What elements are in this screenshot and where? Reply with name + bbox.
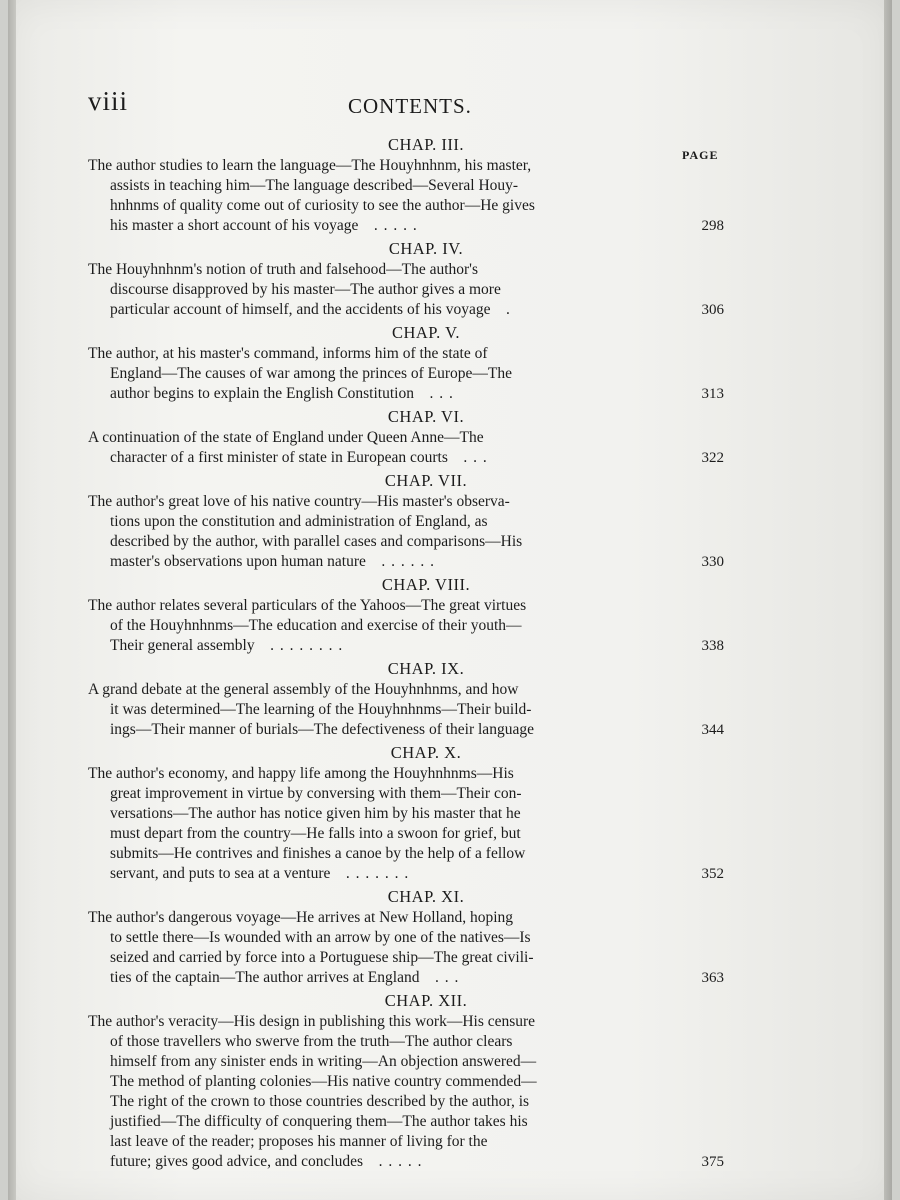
summary-line (88, 1012, 724, 1032)
summary-line (88, 216, 724, 236)
page-number: 322 (701, 450, 724, 466)
contents-entry (88, 886, 724, 990)
contents-list (88, 134, 724, 1174)
summary-line (88, 764, 724, 784)
page-number: 352 (701, 866, 724, 882)
summary-text: master's observations upon human nature (110, 553, 366, 570)
summary-text: great improvement in virtue by conversing with them—Their con- (110, 785, 522, 802)
chapter-heading: CHAP. V. (391, 323, 461, 342)
summary-text: submits—He contrives and finishes a canoe by the help of a fellow (110, 845, 526, 862)
summary-line (88, 636, 724, 656)
summary-line (88, 428, 724, 448)
summary-text: ties of the captain—The author arrives at England (110, 969, 420, 986)
summary-text: The author's great love of his native country—His master's observa- (88, 493, 510, 510)
entry-spacer (88, 1172, 724, 1174)
summary-line (88, 968, 724, 988)
leader-dots: . . . . . . . (345, 865, 410, 882)
summary-text: it was determined—The learning of the Houyhnhnms—Their build- (110, 701, 532, 718)
summary-text: author begins to explain the English Constitution (110, 385, 414, 402)
leader-dots: . . . . . . (381, 553, 436, 570)
summary-line (88, 1092, 724, 1112)
summary-line (88, 512, 724, 532)
page-edge (884, 0, 892, 1200)
leader-dots: . . . . . . . . (270, 637, 344, 654)
summary-text: of the Houyhnhnms—The education and exercise of their youth— (110, 617, 522, 634)
summary-text: assists in teaching him—The language described—Several Houy- (110, 177, 519, 194)
summary-line (88, 616, 724, 636)
summary-text: The Houyhnhnm's notion of truth and falsehood—The author's (88, 261, 479, 278)
summary-text: particular account of himself, and the accidents of his voyage (110, 301, 491, 318)
summary-text: The author's dangerous voyage—He arrives at New Holland, hoping (88, 909, 514, 926)
summary-line (88, 720, 724, 740)
summary-text: character of a first minister of state in European courts (110, 449, 448, 466)
contents-entry (88, 990, 724, 1174)
summary-line (88, 176, 724, 196)
page-number: 306 (701, 302, 724, 318)
summary-text: tions upon the constitution and administration of England, as (110, 513, 488, 530)
page-number-folio: viii (88, 86, 129, 116)
summary-text: The author relates several particulars of the Yahoos—The great virtues (88, 597, 527, 614)
summary-line (88, 384, 724, 404)
summary-line (88, 784, 724, 804)
summary-text: his master a short account of his voyage (110, 217, 359, 234)
summary-text: A grand debate at the general assembly of the Houyhnhnms, and how (88, 681, 519, 698)
summary-text: Their general assembly (110, 637, 255, 654)
page-number: 313 (701, 386, 724, 402)
page-number: 375 (701, 1154, 724, 1170)
summary-line (88, 804, 724, 824)
page-gutter (8, 0, 16, 1200)
summary-line (88, 700, 724, 720)
leader-dots: . . . (429, 385, 454, 402)
contents-entry (88, 134, 724, 238)
summary-text: discourse disapproved by his master—The author gives a more (110, 281, 501, 298)
page-number: 344 (701, 722, 724, 738)
summary-text: The author studies to learn the language—The Houyhnhnm, his master, (88, 157, 532, 174)
summary-line (88, 260, 724, 280)
summary-text: England—The causes of war among the princes of Europe—The (110, 365, 513, 382)
summary-line (88, 596, 724, 616)
summary-line (88, 1032, 724, 1052)
summary-text: The right of the crown to those countries described by the author, is (110, 1093, 530, 1110)
summary-line (88, 1052, 724, 1072)
summary-text: justified—The difficulty of conquering them—The author takes his (110, 1113, 528, 1130)
contents-entry (88, 742, 724, 886)
summary-line (88, 300, 724, 320)
summary-line (88, 364, 724, 384)
summary-text: seized and carried by force into a Portuguese ship—The great civili- (110, 949, 534, 966)
page-number: 338 (701, 638, 724, 654)
summary-line (88, 948, 724, 968)
page-number: 363 (701, 970, 724, 986)
summary-line (88, 1072, 724, 1092)
leader-dots: . . . . . (373, 217, 418, 234)
leader-dots: . . . (463, 449, 488, 466)
summary-text: himself from any sinister ends in writing—An objection answered— (110, 1053, 537, 1070)
summary-text: The method of planting colonies—His native country commended— (110, 1073, 537, 1090)
chapter-heading: CHAP. IV. (388, 239, 464, 258)
summary-text: described by the author, with parallel cases and comparisons—His (110, 533, 523, 550)
summary-line (88, 1132, 724, 1152)
summary-line (88, 824, 724, 844)
chapter-heading: CHAP. XII. (384, 991, 468, 1010)
leader-dots: . (505, 301, 511, 318)
summary-text: hnhnms of quality come out of curiosity to see the author—He gives (110, 197, 535, 214)
chapter-heading: CHAP. VII. (384, 471, 468, 490)
summary-text: The author's veracity—His design in publishing this work—His censure (88, 1013, 536, 1030)
page-number: 330 (701, 554, 724, 570)
chapter-heading: CHAP. XI. (387, 887, 465, 906)
contents-entry (88, 470, 724, 574)
contents-entry (88, 658, 724, 742)
summary-text: to settle there—Is wounded with an arrow by one of the natives—Is (110, 929, 531, 946)
summary-line (88, 1112, 724, 1132)
summary-line (88, 492, 724, 512)
summary-text: future; gives good advice, and concludes (110, 1153, 364, 1170)
page-number: 298 (701, 218, 724, 234)
summary-line (88, 532, 724, 552)
summary-line (88, 844, 724, 864)
contents-entry (88, 406, 724, 470)
summary-text: last leave of the reader; proposes his manner of living for the (110, 1133, 488, 1150)
summary-text: versations—The author has notice given him by his master that he (110, 805, 521, 822)
leader-dots: . . . . . (378, 1153, 423, 1170)
summary-line (88, 280, 724, 300)
contents-entry (88, 322, 724, 406)
summary-line (88, 196, 724, 216)
summary-text: must depart from the country—He falls into a swoon for grief, but (110, 825, 521, 842)
summary-text: ings—Their manner of burials—The defectiveness of their language (110, 721, 534, 738)
summary-line (88, 552, 724, 572)
summary-line (88, 908, 724, 928)
summary-line (88, 344, 724, 364)
running-head: CONTENTS. (348, 94, 472, 118)
summary-text: servant, and puts to sea at a venture (110, 865, 331, 882)
chapter-heading: CHAP. VI. (387, 407, 465, 426)
chapter-heading: CHAP. VIII. (381, 575, 471, 594)
summary-line (88, 680, 724, 700)
summary-line (88, 928, 724, 948)
summary-text: A continuation of the state of England under Queen Anne—The (88, 429, 484, 446)
summary-line (88, 1152, 724, 1172)
leader-dots: . . . (434, 969, 460, 986)
summary-text: The author's economy, and happy life among the Houyhnhnms—His (88, 765, 514, 782)
summary-text: of those travellers who swerve from the truth—The author clears (110, 1033, 513, 1050)
contents-entry (88, 238, 724, 322)
chapter-heading: CHAP. III. (387, 135, 465, 154)
summary-line (88, 156, 724, 176)
book-page (8, 0, 892, 1200)
page-column-label: PAGE (682, 148, 719, 162)
contents-entry (88, 574, 724, 658)
chapter-heading: CHAP. IX. (387, 659, 465, 678)
summary-text: The author, at his master's command, informs him of the state of (88, 345, 488, 362)
summary-line (88, 448, 724, 468)
summary-line (88, 864, 724, 884)
chapter-heading: CHAP. X. (390, 743, 462, 762)
